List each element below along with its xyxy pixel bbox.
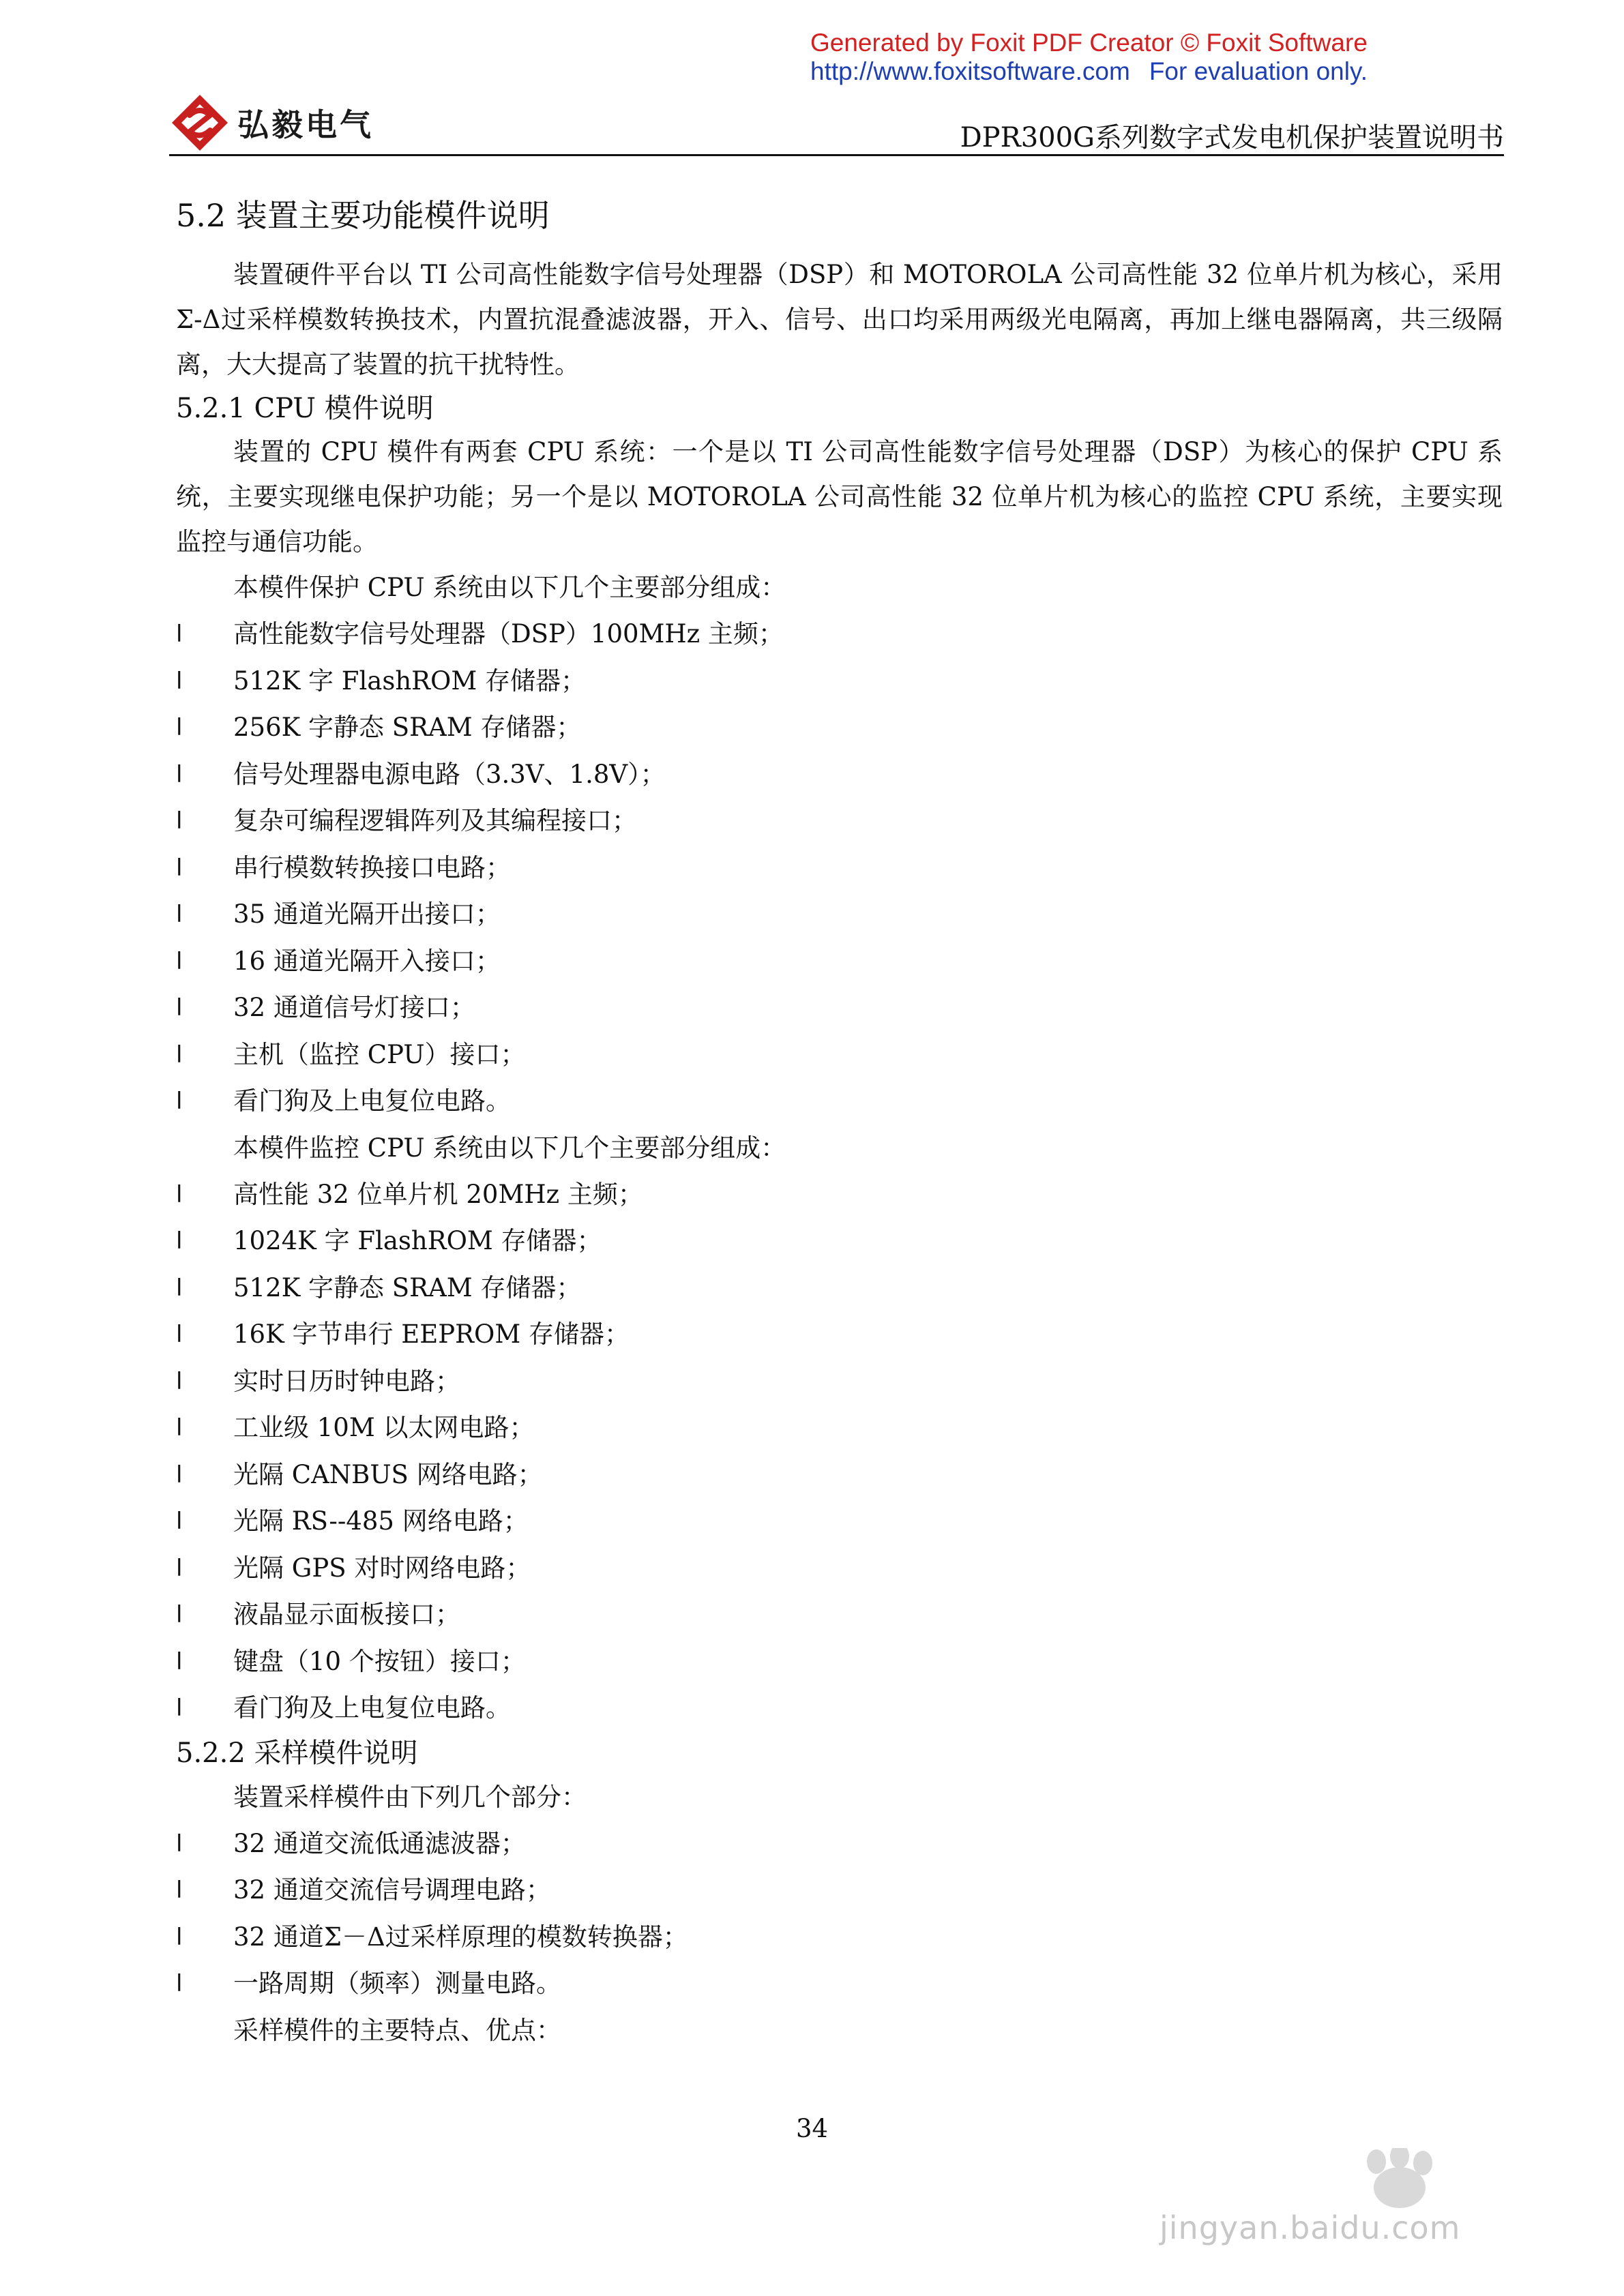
bullet-mark: l bbox=[176, 621, 183, 648]
list-item: l 液晶显示面板接口； bbox=[176, 1592, 1503, 1639]
list-item: l 高性能 32 位单片机 20MHz 主频； bbox=[176, 1172, 1503, 1219]
bullet-mark: l bbox=[176, 1461, 183, 1489]
list-item: l 16 通道光隔开入接口； bbox=[176, 938, 1503, 985]
protect-cpu-list bbox=[176, 611, 1503, 1125]
foxit-banner-line1: Generated by Foxit PDF Creator © Foxit Software bbox=[810, 29, 1368, 57]
list-item: l 256K 字静态 SRAM 存储器； bbox=[176, 704, 1503, 751]
monitor-cpu-list bbox=[176, 1172, 1503, 1732]
list-item: l 16K 字节串行 EEPROM 存储器； bbox=[176, 1311, 1503, 1358]
list-item: l 看门狗及上电复位电路。 bbox=[176, 1078, 1503, 1125]
bullet-mark: l bbox=[176, 807, 183, 835]
list-item: l 复杂可编程逻辑阵列及其编程接口； bbox=[176, 798, 1503, 845]
bullet-mark: l bbox=[176, 854, 183, 882]
bullet-mark: l bbox=[176, 1877, 183, 1904]
bullet-mark: l bbox=[176, 1367, 183, 1395]
list-item: l 主机（监控 CPU）接口； bbox=[176, 1032, 1503, 1079]
list-item: l 光隔 RS--485 网络电路； bbox=[176, 1498, 1503, 1545]
cpu-intro-paragraph: 装置的 CPU 模件有两套 CPU 系统：一个是以 TI 公司高性能数字信号处理器（DSP）为核心的保护 CPU 系统，主要实现继电保护功能；另一个是以 MOTOROLA 公司高性能 32 位单片机为核心的监控 CPU 系统，主要实现监控与通信功能。 bbox=[176, 437, 1503, 556]
monitor-cpu-intro: 本模件监控 CPU 系统由以下几个主要部分组成： bbox=[233, 1133, 786, 1163]
company-name: 弘毅电气 bbox=[237, 106, 374, 143]
list-item: l 光隔 GPS 对时网络电路； bbox=[176, 1545, 1503, 1592]
list-item: l 键盘（10 个按钮）接口； bbox=[176, 1639, 1503, 1686]
header-divider bbox=[169, 154, 1504, 156]
list-item: l 光隔 CANBUS 网络电路； bbox=[176, 1452, 1503, 1499]
sampling-module-heading: 5.2.2 采样模件说明 bbox=[176, 1737, 418, 1769]
list-item: l 信号处理器电源电路（3.3V、1.8V）； bbox=[176, 751, 1503, 799]
protect-cpu-intro: 本模件保护 CPU 系统由以下几个主要部分组成： bbox=[233, 573, 786, 602]
company-diamond-icon bbox=[169, 92, 231, 153]
list-item: l 1024K 字 FlashROM 存储器； bbox=[176, 1218, 1503, 1265]
page-number: 34 bbox=[795, 2114, 829, 2143]
document-title: DPR300G系列数字式发电机保护装置说明书 bbox=[960, 122, 1504, 153]
list-item: l 32 通道交流低通滤波器； bbox=[176, 1821, 1503, 1868]
bullet-mark: l bbox=[176, 1321, 183, 1348]
list-item: l 32 通道信号灯接口； bbox=[176, 985, 1503, 1032]
page-body bbox=[176, 194, 1503, 2054]
list-item: l 512K 字 FlashROM 存储器； bbox=[176, 658, 1503, 705]
list-item: l 实时日历时钟电路； bbox=[176, 1358, 1503, 1405]
sampling-intro: 装置采样模件由下列几个部分： bbox=[233, 1782, 587, 1812]
cpu-module-heading: 5.2.1 CPU 模件说明 bbox=[176, 393, 434, 424]
watermark-url: jingyan.baidu.com bbox=[1160, 2209, 1461, 2246]
bullet-mark: l bbox=[176, 994, 183, 1022]
bullet-mark: l bbox=[176, 1554, 183, 1582]
bullet-mark: l bbox=[176, 947, 183, 975]
bullet-mark: l bbox=[176, 760, 183, 788]
foxit-url-link[interactable]: http://www.foxitsoftware.com bbox=[810, 57, 1130, 85]
company-logo bbox=[169, 90, 374, 155]
bullet-mark: l bbox=[176, 1227, 183, 1255]
bullet-mark: l bbox=[176, 1088, 183, 1115]
bullet-mark: l bbox=[176, 1970, 183, 1997]
foxit-evaluation-banner bbox=[810, 29, 1561, 86]
sampling-list bbox=[176, 1821, 1503, 2008]
list-item: l 512K 字静态 SRAM 存储器； bbox=[176, 1265, 1503, 1312]
list-item: l 看门狗及上电复位电路。 bbox=[176, 1685, 1503, 1732]
foxit-eval-note: For evaluation only. bbox=[1149, 57, 1368, 85]
list-item: l 32 通道Σ－Δ过采样原理的模数转换器； bbox=[176, 1914, 1503, 1961]
bullet-mark: l bbox=[176, 1180, 183, 1208]
bullet-mark: l bbox=[176, 1601, 183, 1628]
section-title: 5.2 装置主要功能模件说明 bbox=[176, 197, 550, 234]
list-item: l 35 通道光隔开出接口； bbox=[176, 891, 1503, 938]
foxit-banner-line2 bbox=[810, 57, 1561, 86]
list-item: l 工业级 10M 以太网电路； bbox=[176, 1405, 1503, 1452]
bullet-mark: l bbox=[176, 1923, 183, 1951]
bullet-mark: l bbox=[176, 901, 183, 928]
bullet-mark: l bbox=[176, 1274, 183, 1302]
bullet-mark: l bbox=[176, 1041, 183, 1069]
list-item: l 32 通道交流信号调理电路； bbox=[176, 1867, 1503, 1914]
section-intro-paragraph: 装置硬件平台以 TI 公司高性能数字信号处理器（DSP）和 MOTOROLA 公司高性能 32 位单片机为核心，采用Σ-Δ过采样模数转换技术，内置抗混叠滤波器，开入、信号、出口均采用两级光电隔离，再加上继电器隔离，共三级隔离，大大提高了装置的抗干扰特性。 bbox=[176, 260, 1503, 379]
bullet-mark: l bbox=[176, 667, 183, 695]
bullet-mark: l bbox=[176, 1414, 183, 1442]
bullet-mark: l bbox=[176, 714, 183, 741]
sampling-features-intro: 采样模件的主要特点、优点： bbox=[233, 2015, 561, 2045]
list-item: l 串行模数转换接口电路； bbox=[176, 845, 1503, 892]
bullet-mark: l bbox=[176, 1695, 183, 1722]
list-item: l 一路周期（频率）测量电路。 bbox=[176, 1960, 1503, 2008]
bullet-mark: l bbox=[176, 1648, 183, 1675]
list-item: l 高性能数字信号处理器（DSP）100MHz 主频； bbox=[176, 611, 1503, 658]
bullet-mark: l bbox=[176, 1508, 183, 1535]
bullet-mark: l bbox=[176, 1830, 183, 1858]
